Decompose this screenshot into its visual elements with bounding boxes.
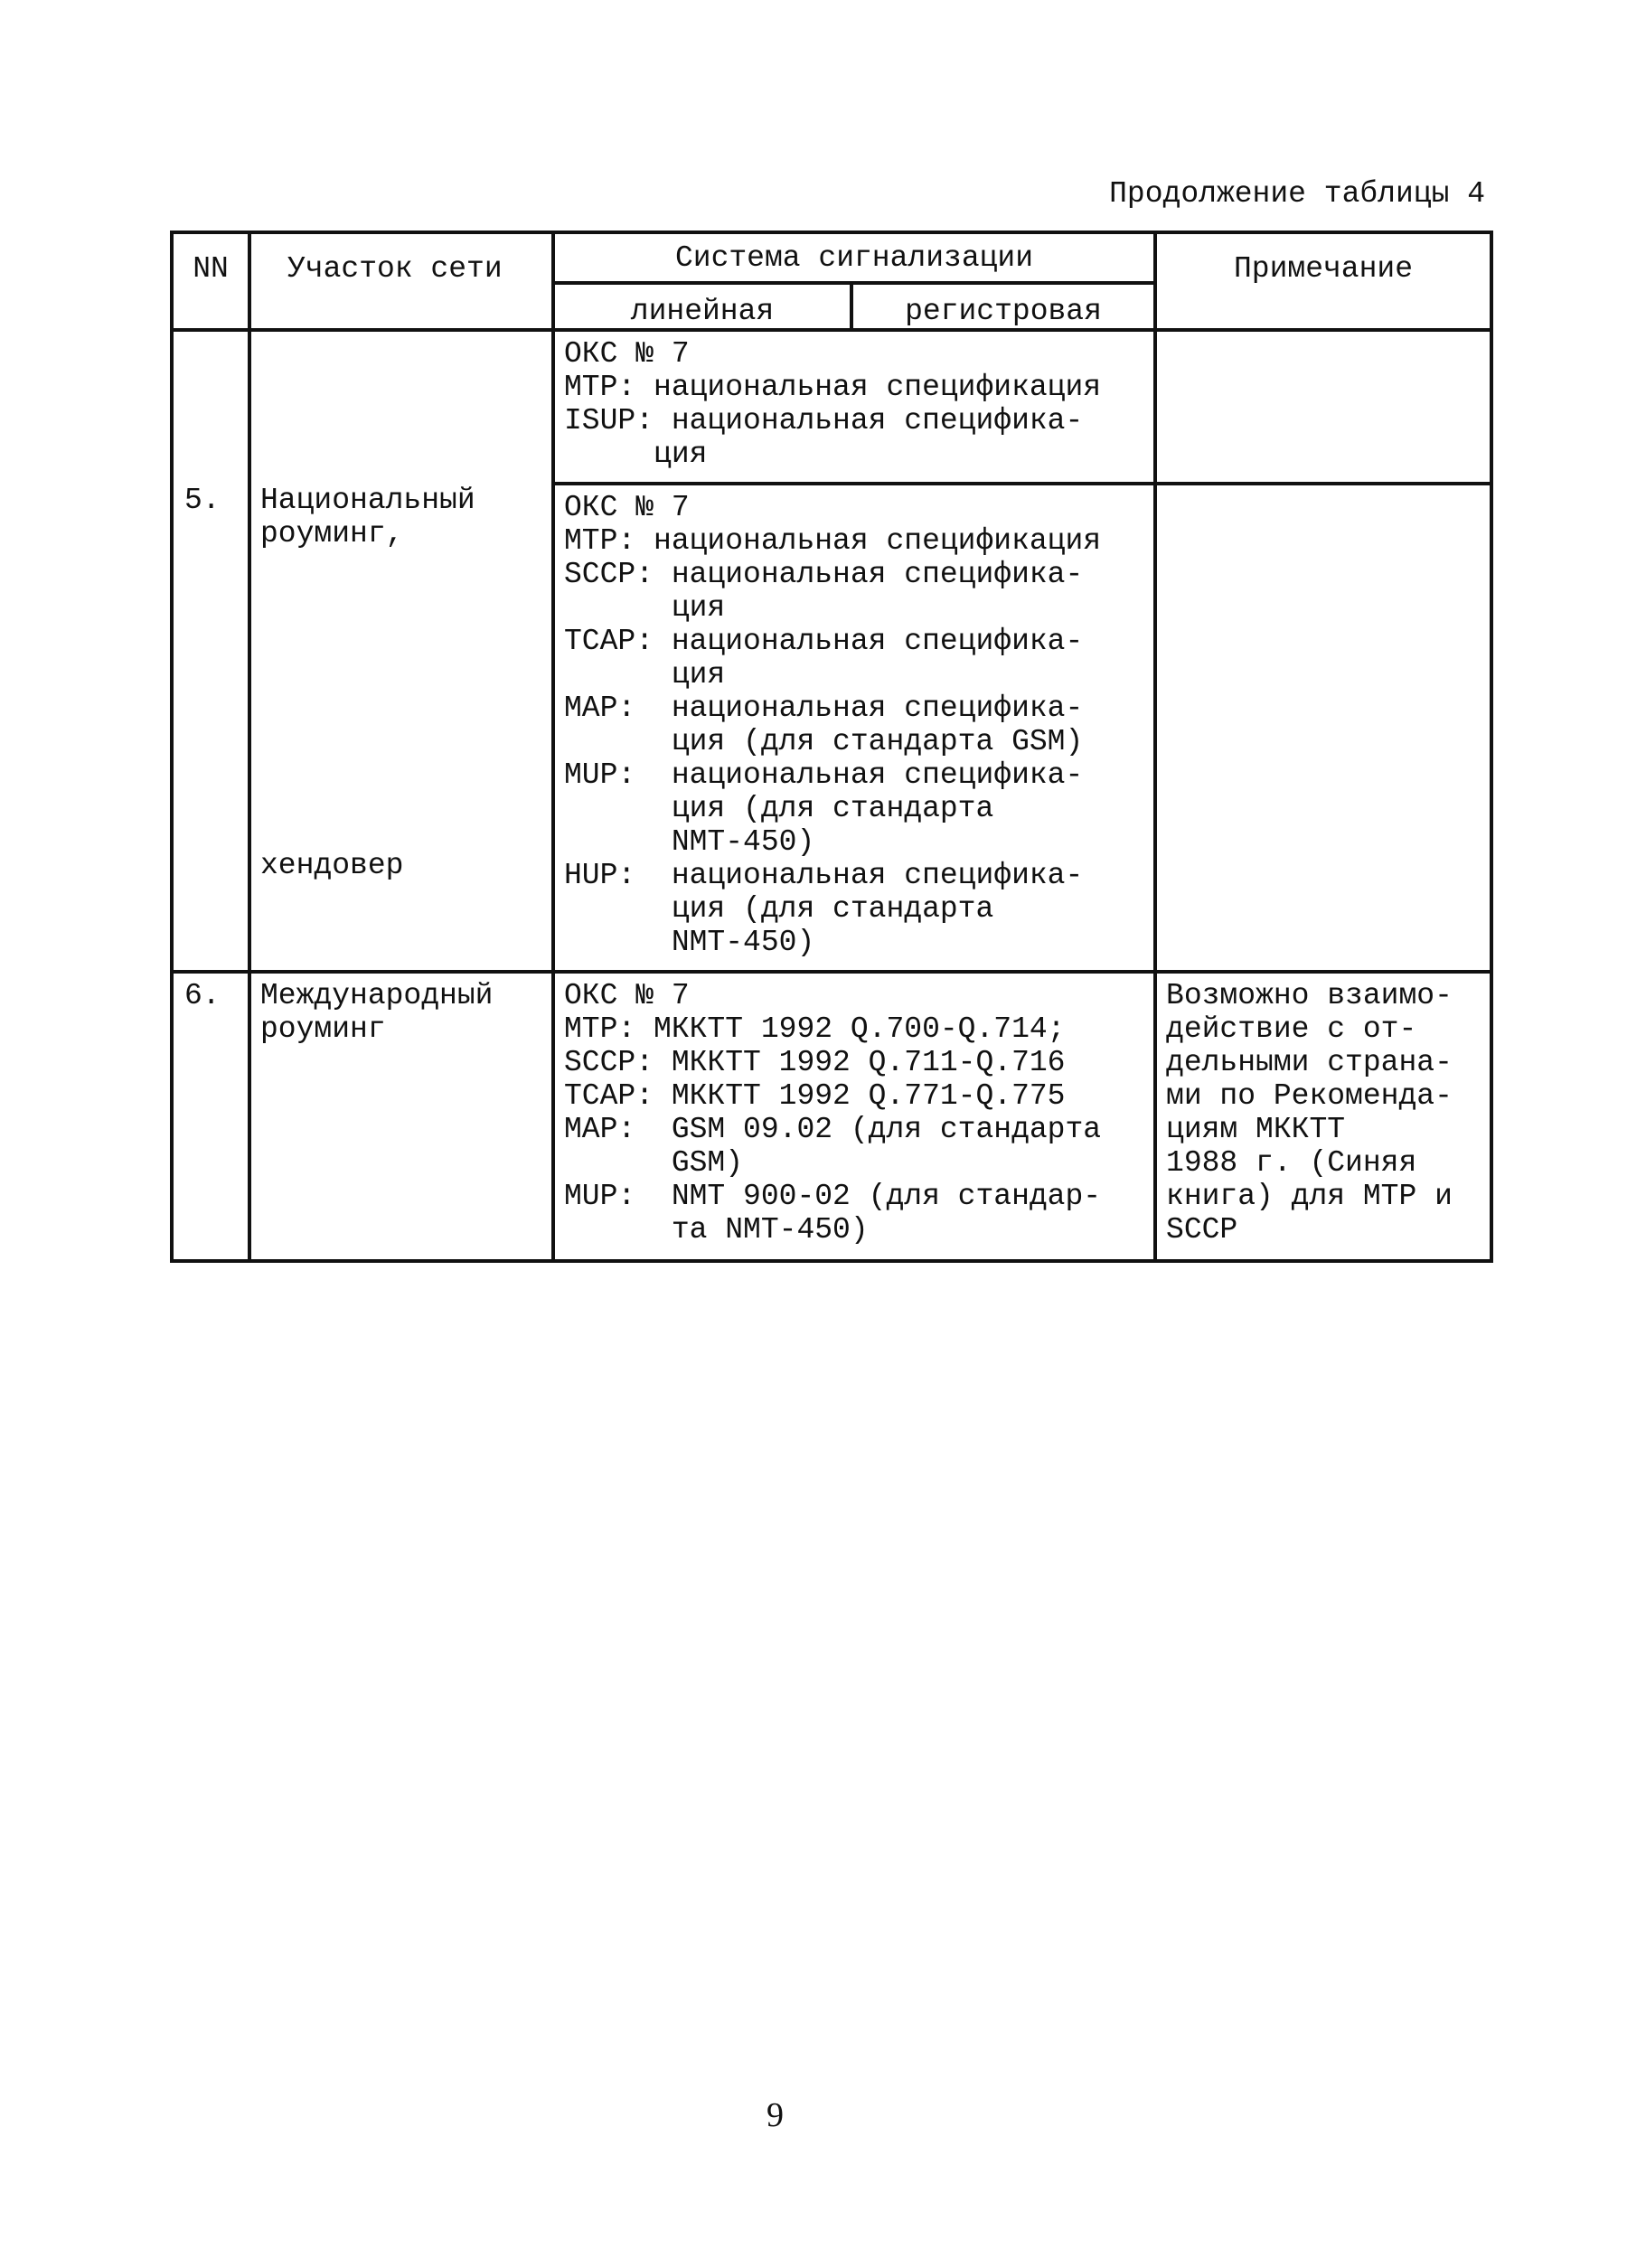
system-cell [553, 330, 1155, 484]
system-line: ОКС № 7 [564, 979, 690, 1012]
note-line: дельными страна- [1166, 1046, 1453, 1079]
system-line: ISUP: национальная специфика- [564, 404, 1084, 438]
system-cell [553, 972, 1155, 1261]
system-line: ция [564, 658, 726, 692]
header-linear: линейная [553, 283, 851, 330]
note-line: Возможно взаимо- [1166, 979, 1453, 1012]
system-line: MAP: GSM 09.02 (для стандарта [564, 1113, 1102, 1146]
area-line: роуминг, [260, 517, 404, 551]
system-line: та NMT-450) [564, 1213, 869, 1247]
system-line: HUP: национальная специфика- [564, 859, 1084, 892]
area-line: Национальный [260, 484, 475, 517]
table-row [172, 330, 1491, 484]
note-cell [1155, 484, 1491, 972]
system-line: MAP: национальная специфика- [564, 692, 1084, 725]
table-caption: Продолжение таблицы 4 [1109, 177, 1485, 211]
system-line: MTP: национальная спецификация [564, 371, 1102, 404]
system-line: ОКС № 7 [564, 491, 690, 524]
area-handover: хендовер [260, 849, 404, 882]
system-line: TCAP: национальная специфика- [564, 625, 1084, 658]
header-register: регистровая [851, 283, 1155, 330]
note-line: циям МККТТ [1166, 1113, 1346, 1146]
system-line: MUP: национальная специфика- [564, 758, 1084, 792]
row-number [172, 330, 249, 972]
table-header-row [172, 232, 1491, 283]
area-line: Международный [260, 979, 494, 1012]
note-line: 1988 г. (Синяя [1166, 1146, 1417, 1180]
row-area [249, 330, 553, 972]
note-line: книга) для MTP и [1166, 1180, 1453, 1213]
signaling-table [170, 231, 1493, 1263]
system-line: MTP: МККТТ 1992 Q.700-Q.714; [564, 1012, 1066, 1046]
system-line: ция [564, 438, 708, 471]
system-line: MTP: национальная спецификация [564, 524, 1102, 558]
header-area: Участок сети [249, 232, 553, 330]
system-cell [553, 484, 1155, 972]
system-line: GSM) [564, 1146, 744, 1180]
system-line: MUP: NMT 900-02 (для стандар- [564, 1180, 1102, 1213]
table-row [172, 972, 1491, 1261]
area-line: роуминг [260, 1012, 386, 1046]
note-line: ми по Рекоменда- [1166, 1079, 1453, 1113]
header-nn: NN [172, 232, 249, 330]
system-line: ция (для стандарта [564, 792, 994, 825]
note-cell [1155, 972, 1491, 1261]
note-line: SCCP [1166, 1213, 1238, 1247]
row-number [172, 972, 249, 1261]
system-line: ция [564, 591, 726, 625]
row-number-text: 5. [184, 484, 221, 517]
system-line: SCCP: МККТТ 1992 Q.711-Q.716 [564, 1046, 1066, 1079]
page-number: 9 [767, 2096, 784, 2134]
note-cell [1155, 330, 1491, 484]
header-system: Система сигнализации [553, 232, 1155, 283]
system-line: ция (для стандарта [564, 892, 994, 926]
system-line: ция (для стандарта GSM) [564, 725, 1084, 758]
system-line: SCCP: национальная специфика- [564, 558, 1084, 591]
row-number-text: 6. [184, 979, 221, 1012]
row-area [249, 972, 553, 1261]
header-note: Примечание [1155, 232, 1491, 330]
system-line: ОКС № 7 [564, 337, 690, 371]
system-line: TCAP: МККТТ 1992 Q.771-Q.775 [564, 1079, 1066, 1113]
note-line: действие с от- [1166, 1012, 1417, 1046]
system-line: NMT-450) [564, 825, 815, 859]
system-line: NMT-450) [564, 926, 815, 959]
